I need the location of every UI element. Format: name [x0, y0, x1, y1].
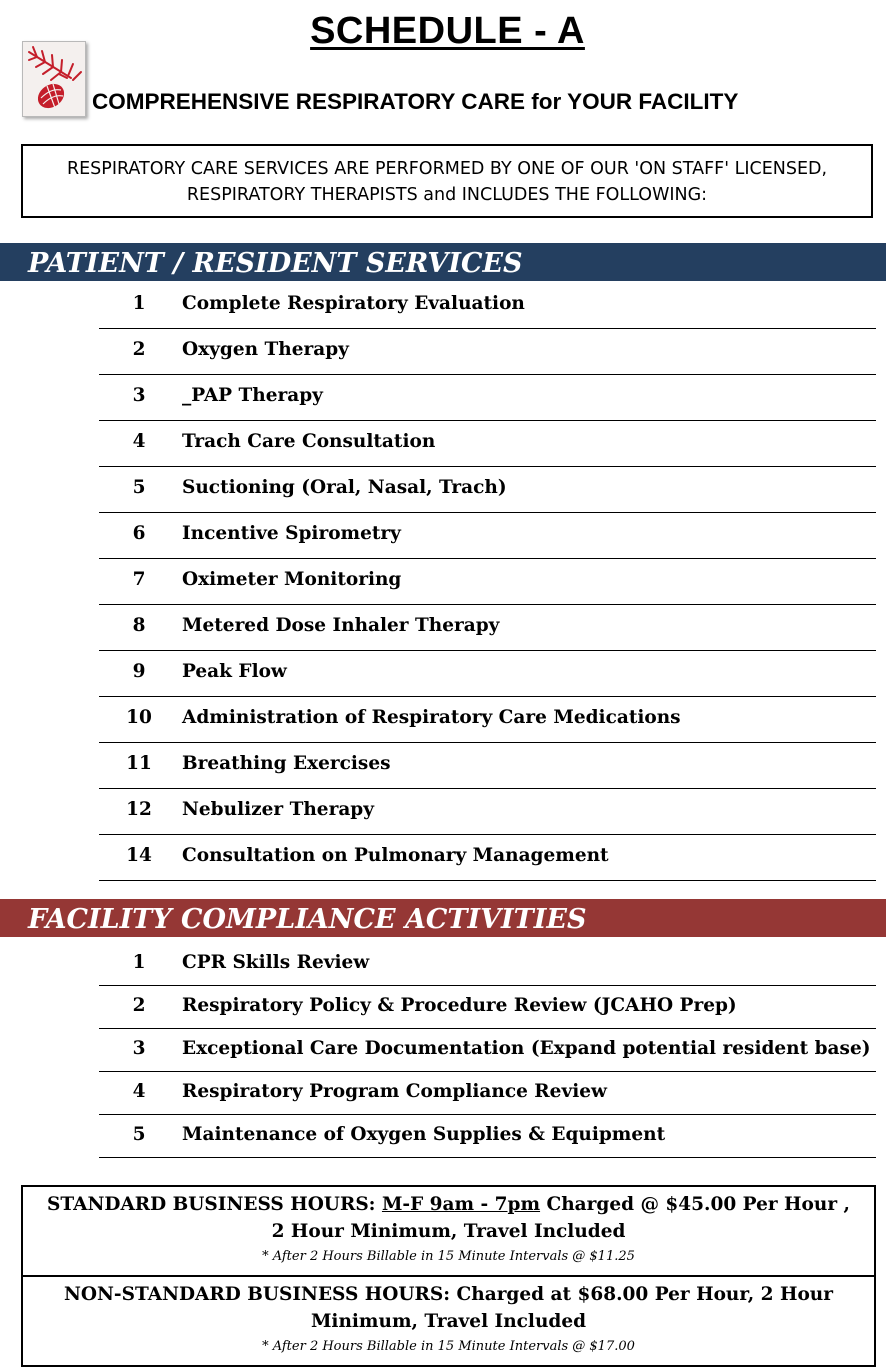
list-item: [99, 789, 876, 835]
item-text: Nebulizer Therapy: [182, 799, 374, 820]
item-text: CPR Skills Review: [182, 952, 370, 973]
patient-services-list: [99, 283, 876, 881]
item-number: 1: [132, 952, 146, 973]
item-text: Exceptional Care Documentation (Expand potential resident base): [182, 1038, 871, 1059]
list-item: [99, 943, 876, 986]
standard-hours-rate: [23, 1187, 874, 1277]
item-text: Respiratory Program Compliance Review: [182, 1081, 607, 1102]
item-number: 5: [132, 477, 146, 498]
pine-branch-logo-icon: [22, 41, 86, 117]
item-number: 1: [132, 293, 146, 314]
item-number: 12: [126, 799, 152, 820]
item-text: Consultation on Pulmonary Management: [182, 845, 609, 866]
compliance-activities-list: [99, 943, 876, 1158]
list-item: [99, 559, 876, 605]
item-number: 6: [132, 523, 146, 544]
item-text: Administration of Respiratory Care Medications: [182, 707, 681, 728]
item-number: 3: [132, 1038, 146, 1059]
item-number: 2: [132, 995, 146, 1016]
intro-box: [21, 144, 873, 218]
list-item: [99, 1072, 876, 1115]
item-text: Complete Respiratory Evaluation: [182, 293, 525, 314]
item-text: Oximeter Monitoring: [182, 569, 402, 590]
item-text: Peak Flow: [182, 661, 287, 682]
list-item: [99, 329, 876, 375]
item-text: Suctioning (Oral, Nasal, Trach): [182, 477, 507, 498]
item-text: Metered Dose Inhaler Therapy: [182, 615, 500, 636]
list-item: [99, 467, 876, 513]
list-item: [99, 651, 876, 697]
item-text: Incentive Spirometry: [182, 523, 401, 544]
list-item: [99, 605, 876, 651]
list-item: [99, 986, 876, 1029]
item-number: 9: [132, 661, 146, 682]
item-number: 4: [132, 431, 146, 452]
item-number: 11: [126, 753, 152, 774]
standard-rate-note: * After 2 Hours Billable in 15 Minute Intervals @ $11.25: [262, 1249, 635, 1264]
item-text: Oxygen Therapy: [182, 339, 349, 360]
rates-table: [21, 1185, 876, 1367]
item-number: 14: [126, 845, 152, 866]
item-number: 4: [132, 1081, 146, 1102]
intro-line-2: RESPIRATORY THERAPISTS and INCLUDES THE FOLLOWING:: [186, 185, 708, 205]
item-number: 7: [132, 569, 146, 590]
list-item: [99, 283, 876, 329]
list-item: [99, 743, 876, 789]
list-item: [99, 513, 876, 559]
page-title: SCHEDULE - A: [310, 10, 585, 52]
item-text: _PAP Therapy: [182, 385, 323, 406]
item-text: Trach Care Consultation: [182, 431, 436, 452]
list-item: [99, 421, 876, 467]
compliance-section-heading: FACILITY COMPLIANCE ACTIVITIES: [0, 899, 886, 937]
standard-hours: M-F 9am - 7pm: [381, 1194, 541, 1215]
list-item: [99, 1029, 876, 1072]
non-standard-hours-rate: [23, 1277, 874, 1365]
list-item: [99, 697, 876, 743]
list-item: [99, 375, 876, 421]
subtitle: COMPREHENSIVE RESPIRATORY CARE for YOUR FACILITY: [92, 89, 739, 114]
non-standard-rate-text: NON-STANDARD BUSINESS HOURS: Charged at $68.00 Per Hour, 2 Hour Minimum, Travel Included: [64, 1284, 833, 1332]
intro-line-1: RESPIRATORY CARE SERVICES ARE PERFORMED BY ONE OF OUR 'ON STAFF' LICENSED,: [66, 159, 828, 179]
item-text: Maintenance of Oxygen Supplies & Equipment: [182, 1124, 666, 1145]
non-standard-rate-note: * After 2 Hours Billable in 15 Minute Intervals @ $17.00: [262, 1339, 635, 1354]
list-item: [99, 835, 876, 881]
standard-label: STANDARD BUSINESS HOURS:: [47, 1194, 382, 1215]
standard-rate-text: [23, 1187, 874, 1245]
item-number: 10: [126, 707, 152, 728]
standard-charge: Charged @ $45.00 Per Hour , 2 Hour Minimum, Travel Included: [271, 1194, 850, 1242]
item-number: 2: [132, 339, 146, 360]
list-item: [99, 1115, 876, 1158]
patient-section-heading: PATIENT / RESIDENT SERVICES: [0, 243, 886, 281]
item-number: 3: [132, 385, 146, 406]
item-text: Respiratory Policy & Procedure Review (JCAHO Prep): [182, 995, 737, 1016]
item-number: 5: [132, 1124, 146, 1145]
item-text: Breathing Exercises: [182, 753, 391, 774]
item-number: 8: [132, 615, 146, 636]
